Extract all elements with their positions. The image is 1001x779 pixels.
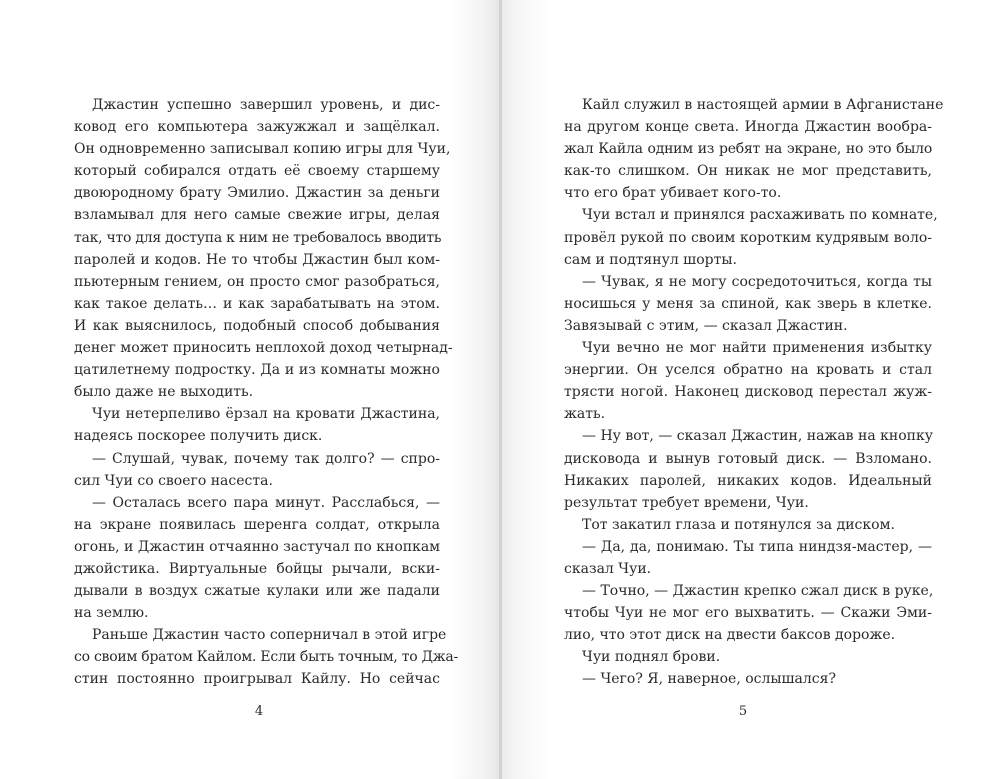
text-line: — Ну вот, — сказал Джастин, нажав на кнопку [582, 428, 933, 445]
right-page [502, 0, 1001, 779]
text-line: Джастин успешно завершил уровень, и дис- [92, 97, 440, 113]
right-page-number: 5 [738, 704, 748, 719]
text-line: так, что для доступа к ним не требовалось вводить [74, 229, 442, 246]
text-line: что его брат убивает кого-то. [564, 185, 782, 202]
text-line: — Чувак, я не могу сосредоточиться, когда ты [582, 273, 932, 290]
text-line: Тот закатил глаза и потянулся за диском. [582, 516, 895, 533]
text-line: Раньше Джастин часто соперничал в этой игре [92, 627, 447, 644]
text-line: Чуи поднял брови. [582, 649, 721, 666]
text-line: сил Чуи со своего насеста. [74, 472, 273, 489]
text-line: со своим братом Кайлом. Если быть точным, то Джа- [74, 649, 458, 666]
text-line: лио, что этот диск на двести баксов дороже. [564, 627, 896, 644]
text-line: было даже не выходить. [74, 384, 254, 401]
text-line: И как выяснилось, подобный способ добывания [74, 317, 440, 334]
text-line: чтобы Чуи не мог его выхватить. — Скажи Эми- [564, 605, 932, 622]
left-page-text [74, 94, 458, 691]
text-line: Никаких паролей, никаких кодов. Идеальный [564, 472, 932, 489]
left-page-number: 4 [254, 704, 264, 719]
text-line: трясти ногой. Наконец дисковод перестал жуж- [564, 384, 932, 401]
text-line: — Осталась всего пара минут. Расслабься, — [92, 494, 440, 511]
text-line: сам и подтянул шорты. [564, 251, 737, 268]
text-line: сказал Чуи. [564, 560, 652, 577]
text-line: как-то слишком. Он никак не мог представить, [564, 163, 932, 180]
text-line: результат требует времени, Чуи. [564, 494, 809, 511]
text-line: взламывал для него самые свежие игры, делая [74, 207, 440, 224]
text-line: Чуи вечно не мог найти применения избытку [582, 340, 932, 357]
text-line: надеясь поскорее получить диск. [74, 428, 323, 445]
text-line: Кайл служил в настоящей армии в Афганистане [582, 97, 944, 113]
text-line: — Чего? Я, наверное, ослышался? [582, 671, 836, 688]
text-line: паролей и кодов. Не то чтобы Джастин был ком- [74, 251, 440, 268]
text-line: ковод его компьютера зажужжал и защёлкал. [74, 119, 440, 136]
text-line: — Да, да, понимаю. Ты типа ниндзя-мастер, — [582, 538, 932, 555]
text-line: цатилетнему подростку. Да и из комнаты можно [74, 362, 440, 379]
text-line: провёл рукой по своим коротким кудрявым воло- [564, 229, 932, 246]
text-line: жать. [564, 406, 606, 423]
text-line: двоюродному брату Эмилио. Джастин за деньги [74, 185, 440, 202]
text-line: дывали в воздух сжатые кулаки или же падали [74, 583, 440, 600]
text-line: джойстика. Виртуальные бойцы рычали, вски- [74, 560, 440, 577]
text-line: носишься у меня за спиной, как зверь в клетке. [564, 295, 932, 312]
text-line: огонь, и Джастин отчаянно застучал по кнопкам [74, 538, 441, 555]
text-line: — Слушай, чувак, почему так долго? — спро- [92, 450, 440, 467]
text-line: который собирался отдать её своему старшему [74, 163, 440, 180]
text-line: Он одновременно записывал копию игры для Чуи, [74, 141, 451, 158]
left-page [0, 0, 499, 779]
text-line: жал Кайла одним из ребят на экране, но это было [564, 141, 932, 158]
right-page-text [564, 94, 944, 691]
text-line: Чуи нетерпеливо ёрзал на кровати Джастина, [92, 406, 440, 423]
text-line: дисковода и вынув готовый диск. — Взломано. [564, 450, 932, 467]
text-line: на землю. [74, 605, 149, 622]
text-line: — Точно, — Джастин крепко сжал диск в руке, [582, 583, 934, 600]
text-line: как такое делать… и как зарабатывать на этом. [74, 295, 440, 312]
text-line: на экране появилась шеренга солдат, открыла [74, 516, 440, 533]
text-line: стин постоянно проигрывал Кайлу. Но сейчас [74, 671, 440, 688]
text-line: энергии. Он уселся обратно на кровать и стал [564, 362, 932, 379]
text-line: Завязывай с этим, — сказал Джастин. [564, 317, 848, 334]
text-line: пьютерным гением, он просто смог разобраться, [74, 273, 440, 290]
text-line: на другом конце света. Иногда Джастин вообра- [564, 119, 932, 136]
text-line: денег может приносить неплохой доход четырнад- [74, 340, 453, 357]
text-line: Чуи встал и принялся расхаживать по комнате, [582, 207, 938, 224]
